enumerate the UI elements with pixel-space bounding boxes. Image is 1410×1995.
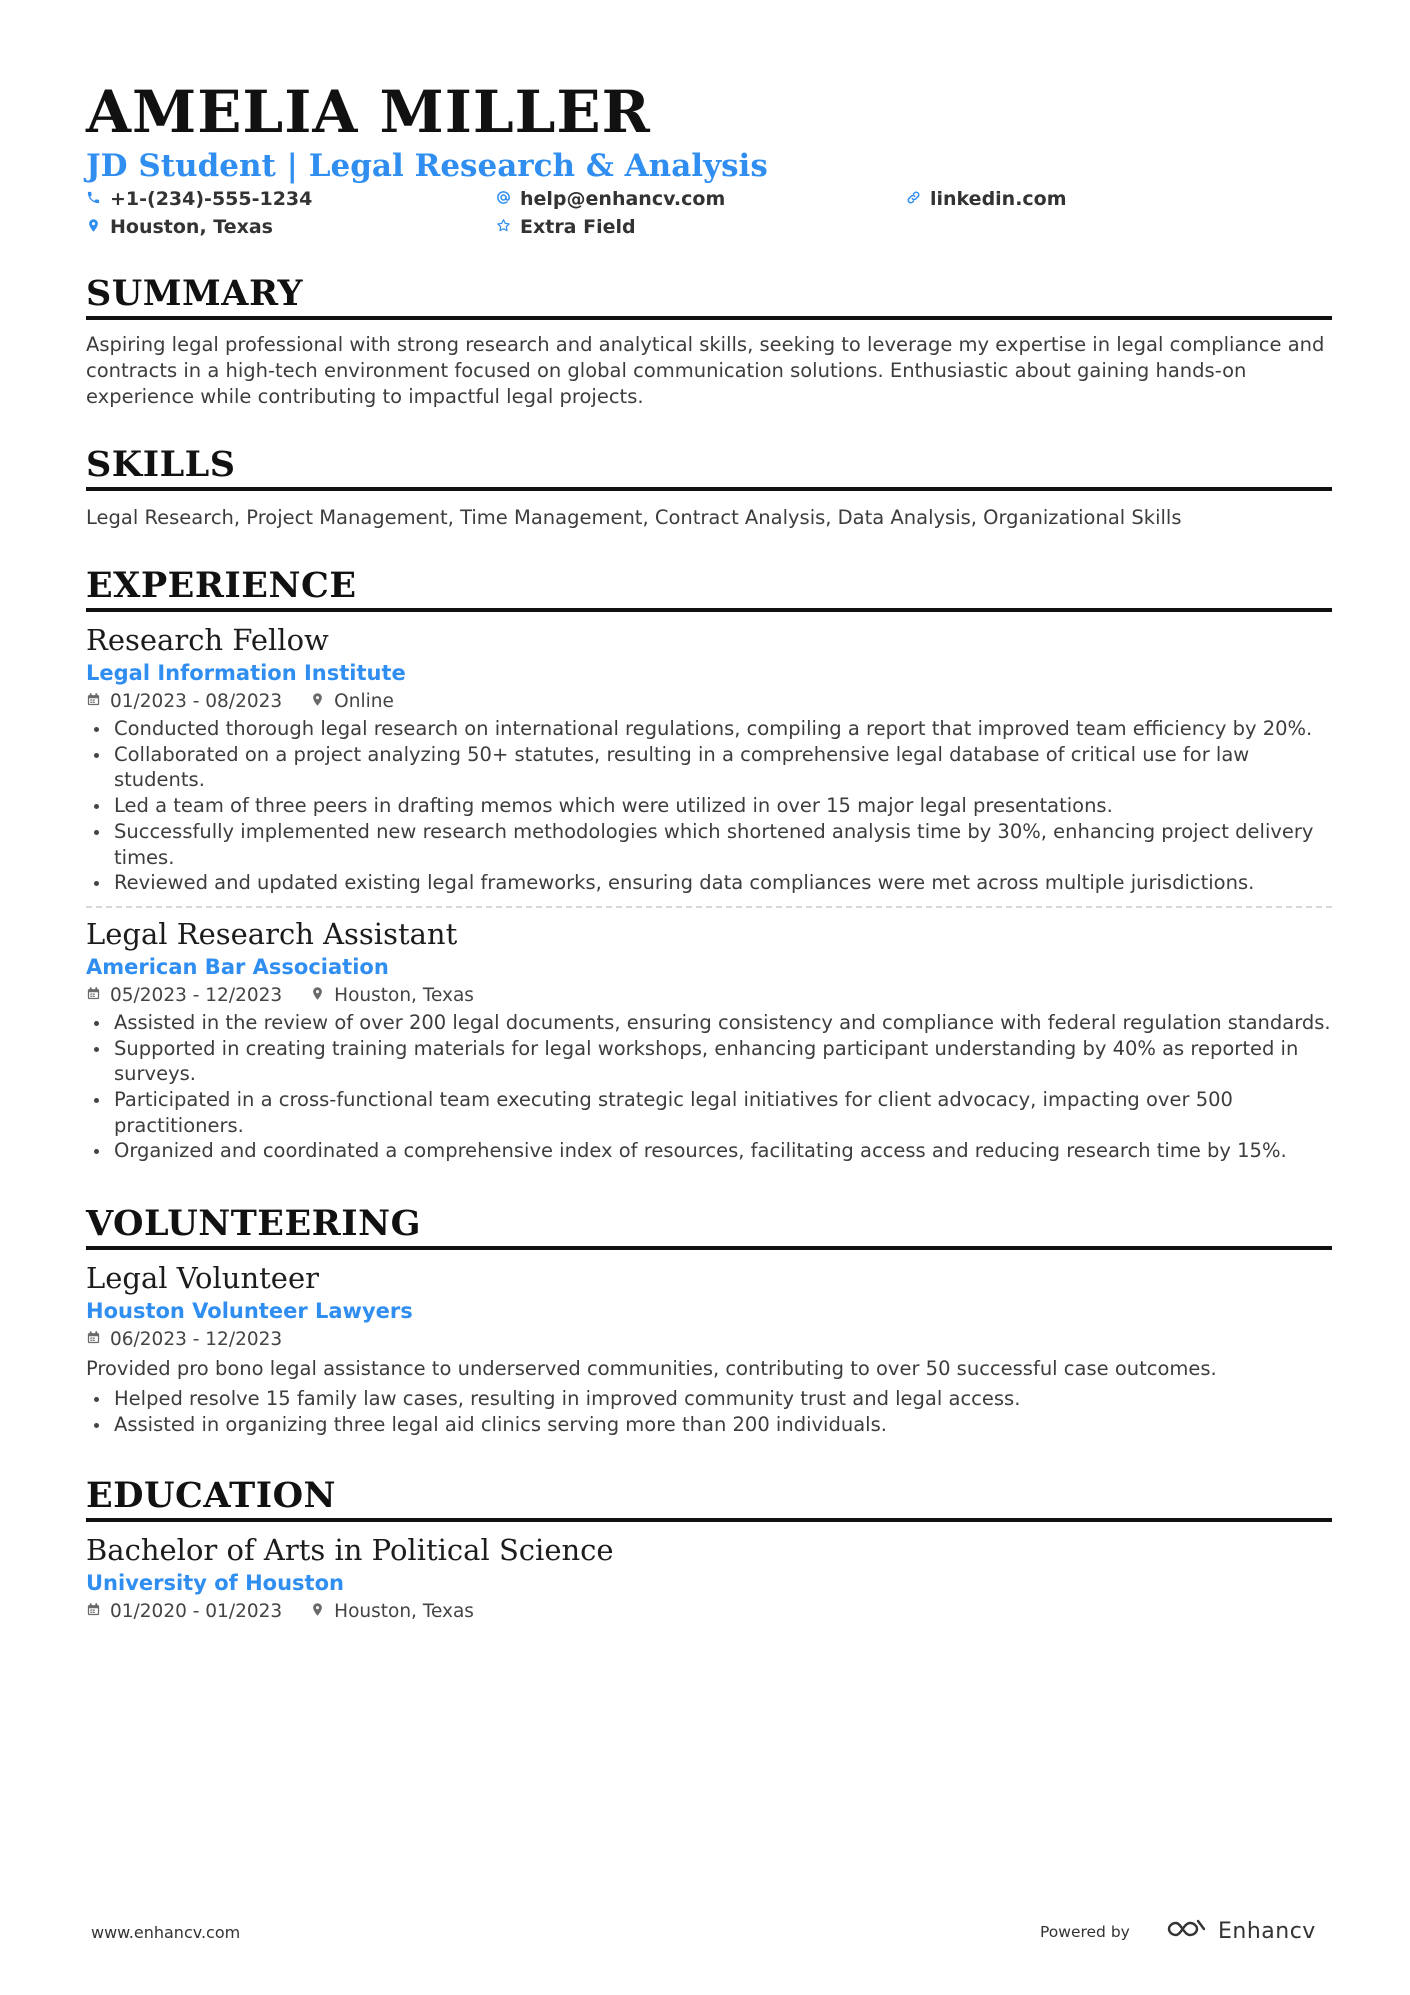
- calendar-icon: [86, 1598, 101, 1626]
- section-title-skills: SKILLS: [86, 444, 236, 485]
- section-divider: [86, 1246, 1332, 1250]
- job-dates: 01/2023 - 08/2023: [86, 688, 282, 716]
- job-title: Legal Research Assistant: [86, 916, 458, 951]
- link-icon: [906, 188, 921, 210]
- linkedin-link[interactable]: linkedin.com: [930, 188, 1067, 210]
- job-bullets: [86, 716, 1332, 896]
- contact-phone: [86, 188, 496, 210]
- contact-linkedin: [906, 188, 1326, 210]
- bullet-item: Helped resolve 15 family law cases, resulting in improved community trust and legal access.: [86, 1386, 1332, 1412]
- bullet-item: Conducted thorough legal research on international regulations, compiling a report that improved team efficiency by 20%.: [86, 716, 1332, 742]
- education-section: [86, 1476, 1332, 1626]
- volunteer-role: Legal Volunteer: [86, 1261, 319, 1296]
- volunteering-entry: [86, 1260, 1332, 1437]
- calendar-icon: [86, 1326, 101, 1354]
- job-location: Houston, Texas: [310, 982, 474, 1010]
- location-pin-icon: [310, 982, 325, 1010]
- brand-name: Enhancv: [1218, 1918, 1316, 1944]
- bullet-item: Reviewed and updated existing legal frameworks, ensuring data compliances were met across multiple jurisdictions.: [86, 870, 1332, 896]
- education-meta: [86, 1598, 1332, 1626]
- degree-title: Bachelor of Arts in Political Science: [86, 1532, 614, 1567]
- bullet-item: Participated in a cross-functional team executing strategic legal initiatives for client advocacy, impacting over 500 practitioners.: [86, 1087, 1332, 1138]
- volunteering-section: [86, 1204, 1332, 1437]
- at-icon: [496, 188, 511, 210]
- location-pin-icon: [310, 688, 325, 716]
- job-bullets: [86, 1010, 1332, 1164]
- company-name[interactable]: Legal Information Institute: [86, 661, 406, 685]
- entry-divider: [86, 906, 1332, 908]
- location-text: Houston, Texas: [110, 216, 273, 238]
- volunteer-org[interactable]: Houston Volunteer Lawyers: [86, 1299, 413, 1324]
- volunteer-dates: 06/2023 - 12/2023: [86, 1326, 282, 1354]
- bullet-item: Assisted in the review of over 200 legal documents, ensuring consistency and compliance with federal regulation standards.: [86, 1010, 1332, 1036]
- job-location: Online: [310, 688, 394, 716]
- candidate-name: AMELIA MILLER: [86, 78, 651, 146]
- powered-by-label: Powered by: [1040, 1923, 1130, 1941]
- company-name[interactable]: American Bar Association: [86, 954, 389, 979]
- enhancv-logo-icon: [1162, 1915, 1210, 1947]
- section-divider: [86, 316, 1332, 320]
- page-footer: [0, 1913, 1410, 1953]
- calendar-icon: [86, 982, 101, 1010]
- section-divider: [86, 1518, 1332, 1522]
- job-meta: [86, 688, 1332, 716]
- extra-field-text: Extra Field: [520, 216, 636, 238]
- section-title-education: EDUCATION: [86, 1474, 337, 1516]
- star-icon: [496, 216, 511, 238]
- section-divider: [86, 487, 1332, 491]
- calendar-icon: [86, 688, 101, 716]
- section-title-experience: EXPERIENCE: [86, 565, 357, 606]
- skills-section: [86, 445, 1332, 531]
- job-meta: [86, 982, 1332, 1010]
- volunteer-meta: [86, 1326, 1332, 1354]
- volunteer-bullets: [86, 1386, 1332, 1437]
- job-title: Research Fellow: [86, 623, 329, 657]
- resume-page: [86, 78, 1332, 1626]
- contact-info: [86, 188, 1332, 238]
- email-address[interactable]: help@enhancv.com: [520, 188, 726, 210]
- section-title-summary: SUMMARY: [86, 273, 303, 314]
- bullet-item: Led a team of three peers in drafting memos which were utilized in over 15 major legal presentations.: [86, 793, 1332, 819]
- section-title-volunteering: VOLUNTEERING: [86, 1203, 421, 1245]
- phone-number[interactable]: +1-(234)-555-1234: [110, 188, 313, 210]
- contact-email: [496, 188, 906, 210]
- education-dates: 01/2020 - 01/2023: [86, 1598, 282, 1626]
- location-pin-icon: [86, 216, 101, 238]
- school-name[interactable]: University of Houston: [86, 1570, 344, 1595]
- brand-logo[interactable]: [1162, 1915, 1316, 1947]
- experience-entry: [86, 622, 1332, 896]
- contact-location: [86, 216, 496, 238]
- education-location: Houston, Texas: [310, 1598, 474, 1626]
- experience-section: [86, 566, 1332, 1164]
- candidate-headline: JD Student | Legal Research & Analysis: [86, 148, 768, 184]
- bullet-item: Successfully implemented new research methodologies which shortened analysis time by 30%, enhancing project delivery times.: [86, 819, 1332, 870]
- phone-icon: [86, 188, 101, 210]
- bullet-item: Collaborated on a project analyzing 50+ statutes, resulting in a comprehensive legal database of critical use for law students.: [86, 742, 1332, 793]
- education-entry: [86, 1532, 1332, 1626]
- bullet-item: Assisted in organizing three legal aid clinics serving more than 200 individuals.: [86, 1412, 1332, 1438]
- contact-extra: [496, 216, 906, 238]
- job-dates: 05/2023 - 12/2023: [86, 982, 282, 1010]
- summary-text: Aspiring legal professional with strong research and analytical skills, seeking to leverage my expertise in legal compliance and contracts in a high-tech environment focused on global communication solutions. Enthusiastic about gaining hands-on experience while contributing to impactful legal projects.: [86, 333, 1325, 408]
- location-pin-icon: [310, 1598, 325, 1626]
- summary-section: [86, 274, 1332, 410]
- bullet-item: Supported in creating training materials for legal workshops, enhancing participant understanding by 40% as reported in surveys.: [86, 1036, 1332, 1087]
- skills-text: Legal Research, Project Management, Time Management, Contract Analysis, Data Analysis, Organizational Skills: [86, 506, 1182, 529]
- volunteer-description: Provided pro bono legal assistance to underserved communities, contributing to over 50 successful case outcomes.: [86, 1357, 1217, 1381]
- footer-website-link[interactable]: www.enhancv.com: [91, 1923, 241, 1942]
- section-divider: [86, 608, 1332, 612]
- experience-entry: [86, 916, 1332, 1164]
- bullet-item: Organized and coordinated a comprehensive index of resources, facilitating access and reducing research time by 15%.: [86, 1138, 1332, 1164]
